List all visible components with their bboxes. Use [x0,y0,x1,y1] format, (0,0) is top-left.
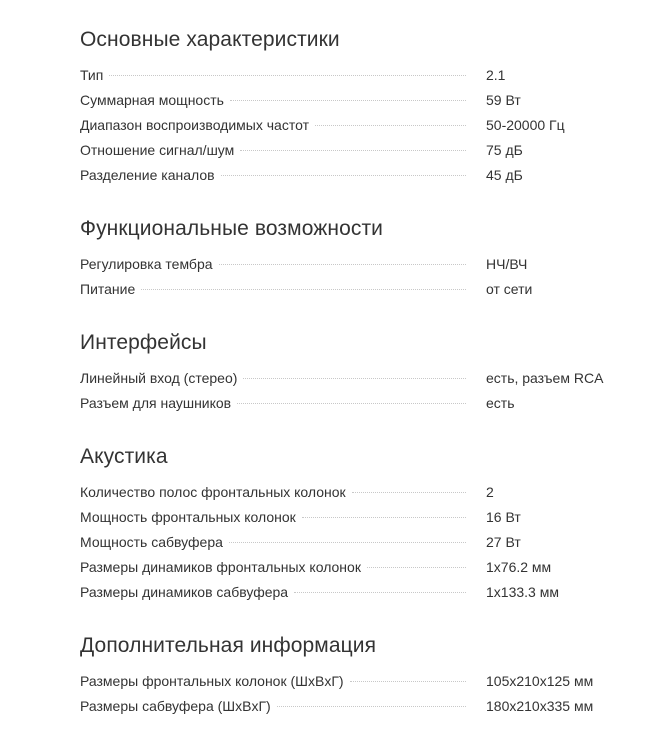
spec-row [80,555,657,580]
section-title: Функциональные возможности [80,217,384,240]
spec-row [80,580,657,605]
dotted-leader [230,99,466,101]
spec-row [80,277,657,302]
section-title: Акустика [80,445,168,468]
spec-section-interfaces [80,329,657,416]
spec-label: Разделение каналов [80,167,215,183]
spec-row [80,138,657,163]
spec-label: Регулировка тембра [80,256,213,272]
spec-row [80,505,657,530]
dotted-leader [302,516,466,518]
spec-row [80,113,657,138]
spec-value: 27 Вт [486,534,521,550]
spec-row [80,366,657,391]
spec-label: Размеры сабвуфера (ШxВxГ) [80,698,271,714]
spec-label: Суммарная мощность [80,92,224,108]
spec-label: Диапазон воспроизводимых частот [80,117,309,133]
dotted-leader [240,149,466,151]
spec-value: от сети [486,281,533,297]
dotted-leader [277,705,466,707]
spec-label: Мощность сабвуфера [80,534,223,550]
spec-value: 45 дБ [486,167,523,183]
spec-label: Размеры фронтальных колонок (ШxВxГ) [80,673,344,689]
spec-label: Питание [80,281,136,297]
spec-section-additional [80,632,657,719]
spec-value: есть [486,395,515,411]
spec-value: 75 дБ [486,142,523,158]
dotted-leader [141,288,466,290]
dotted-leader [315,124,466,126]
spec-value: 2.1 [486,67,506,83]
spec-value: 1x133.3 мм [486,584,559,600]
spec-row [80,530,657,555]
dotted-leader [221,174,466,176]
spec-value: 1x76.2 мм [486,559,552,575]
section-title: Интерфейсы [80,331,207,354]
spec-value: 16 Вт [486,509,521,525]
spec-section-main [80,26,657,188]
spec-row [80,88,657,113]
spec-label: Тип [80,67,104,83]
spec-value: 105x210x125 мм [486,673,594,689]
spec-row [80,694,657,719]
spec-row [80,480,657,505]
dotted-leader [350,680,466,682]
spec-label: Мощность фронтальных колонок [80,509,296,525]
spec-label: Разъем для наушников [80,395,232,411]
spec-row [80,163,657,188]
section-title: Дополнительная информация [80,634,377,657]
spec-value: 2 [486,484,494,500]
section-title: Основные характеристики [80,28,340,51]
spec-row [80,63,657,88]
spec-label: Отношение сигнал/шум [80,142,235,158]
spec-value: 50-20000 Гц [486,117,565,133]
spec-label: Количество полос фронтальных колонок [80,484,346,500]
spec-label: Линейный вход (стерео) [80,370,238,386]
spec-value: НЧ/ВЧ [486,256,528,272]
dotted-leader [219,263,466,265]
dotted-leader [367,566,466,568]
spec-value: есть, разъем RCA [486,370,604,386]
spec-label: Размеры динамиков фронтальных колонок [80,559,361,575]
spec-value: 59 Вт [486,92,521,108]
spec-value: 180x210x335 мм [486,698,594,714]
dotted-leader [294,591,466,593]
spec-row [80,391,657,416]
dotted-leader [237,402,466,404]
spec-row [80,669,657,694]
spec-row [80,252,657,277]
dotted-leader [109,74,466,76]
dotted-leader [352,491,466,493]
spec-section-acoustics [80,443,657,605]
dotted-leader [229,541,466,543]
spec-label: Размеры динамиков сабвуфера [80,584,289,600]
spec-section-functions [80,215,657,302]
dotted-leader [243,377,466,379]
